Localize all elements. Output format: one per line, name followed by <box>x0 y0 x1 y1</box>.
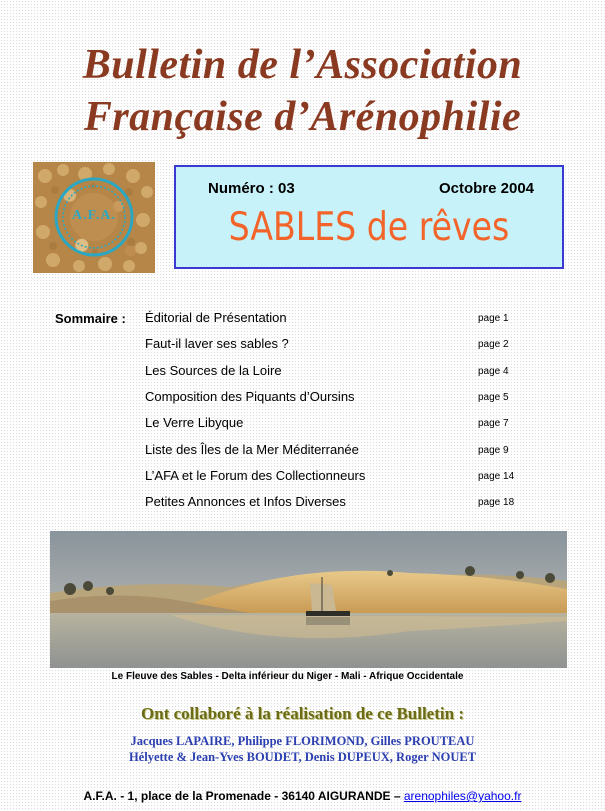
footer-address: A.F.A. - 1, place de la Promenade - 36140 AIGURANDE – <box>83 789 404 803</box>
toc-item-page: page 14 <box>478 470 515 482</box>
toc-item-title: Faut-il laver ses sables ? <box>145 336 289 352</box>
niger-river-photo <box>50 531 567 668</box>
collaborators-line-2: Hélyette & Jean-Yves BOUDET, Denis DUPEUX, Roger NOUET <box>128 750 477 764</box>
toc-item <box>145 468 525 488</box>
toc-item-title: Le Verre Libyque <box>145 415 244 431</box>
toc-item <box>145 442 525 462</box>
toc-label: Sommaire : <box>55 311 126 326</box>
issue-box <box>174 165 564 269</box>
toc-item-title: Les Sources de la Loire <box>145 362 282 378</box>
issue-number: Numéro : 03 <box>208 180 295 197</box>
toc-item-title: Liste des Îles de la Mer Méditerranée <box>145 441 359 457</box>
toc-item-page: page 4 <box>478 365 509 377</box>
toc-item <box>145 363 525 383</box>
toc-item-page: page 2 <box>478 339 509 351</box>
photo-caption: Le Fleuve des Sables - Delta inférieur du Niger - Mali - Afrique Occidentale <box>111 671 464 682</box>
afa-logo-initials: A.F.A. <box>72 208 116 223</box>
email-link[interactable]: arenophiles@yahoo.fr <box>403 789 522 803</box>
river-landscape-image <box>50 531 567 668</box>
toc-item <box>145 415 525 435</box>
toc-item-title: Petites Annonces et Infos Diverses <box>145 494 346 510</box>
toc-item-title: L’AFA et le Forum des Collectionneurs <box>145 467 366 483</box>
bulletin-title-line-1: Bulletin de l’Association <box>82 42 523 88</box>
toc-item-title: Éditorial de Présentation <box>145 310 287 325</box>
collaborators-heading: Ont collaboré à la réalisation de ce Bulletin : <box>141 704 464 723</box>
toc-item-page: page 5 <box>478 391 509 403</box>
afa-logo <box>33 162 155 273</box>
toc-item-page: page 7 <box>478 418 509 430</box>
issue-title: SABLES de rêves <box>228 205 510 250</box>
toc-item-page: page 9 <box>478 444 509 456</box>
collaborators-line-1: Jacques LAPAIRE, Philippe FLORIMOND, Gilles PROUTEAU <box>130 734 475 748</box>
footer <box>0 789 605 803</box>
toc-item <box>145 336 525 356</box>
toc-item <box>145 310 525 330</box>
toc-item-page: page 18 <box>478 497 515 509</box>
issue-date: Octobre 2004 <box>438 180 534 197</box>
toc-item-title: Composition des Piquants d’Oursins <box>145 388 355 404</box>
toc-item <box>145 494 525 514</box>
toc-item-page: page 1 <box>478 313 509 324</box>
toc-item <box>145 389 525 409</box>
bulletin-title-line-2: Française d’Arénophilie <box>83 94 522 140</box>
